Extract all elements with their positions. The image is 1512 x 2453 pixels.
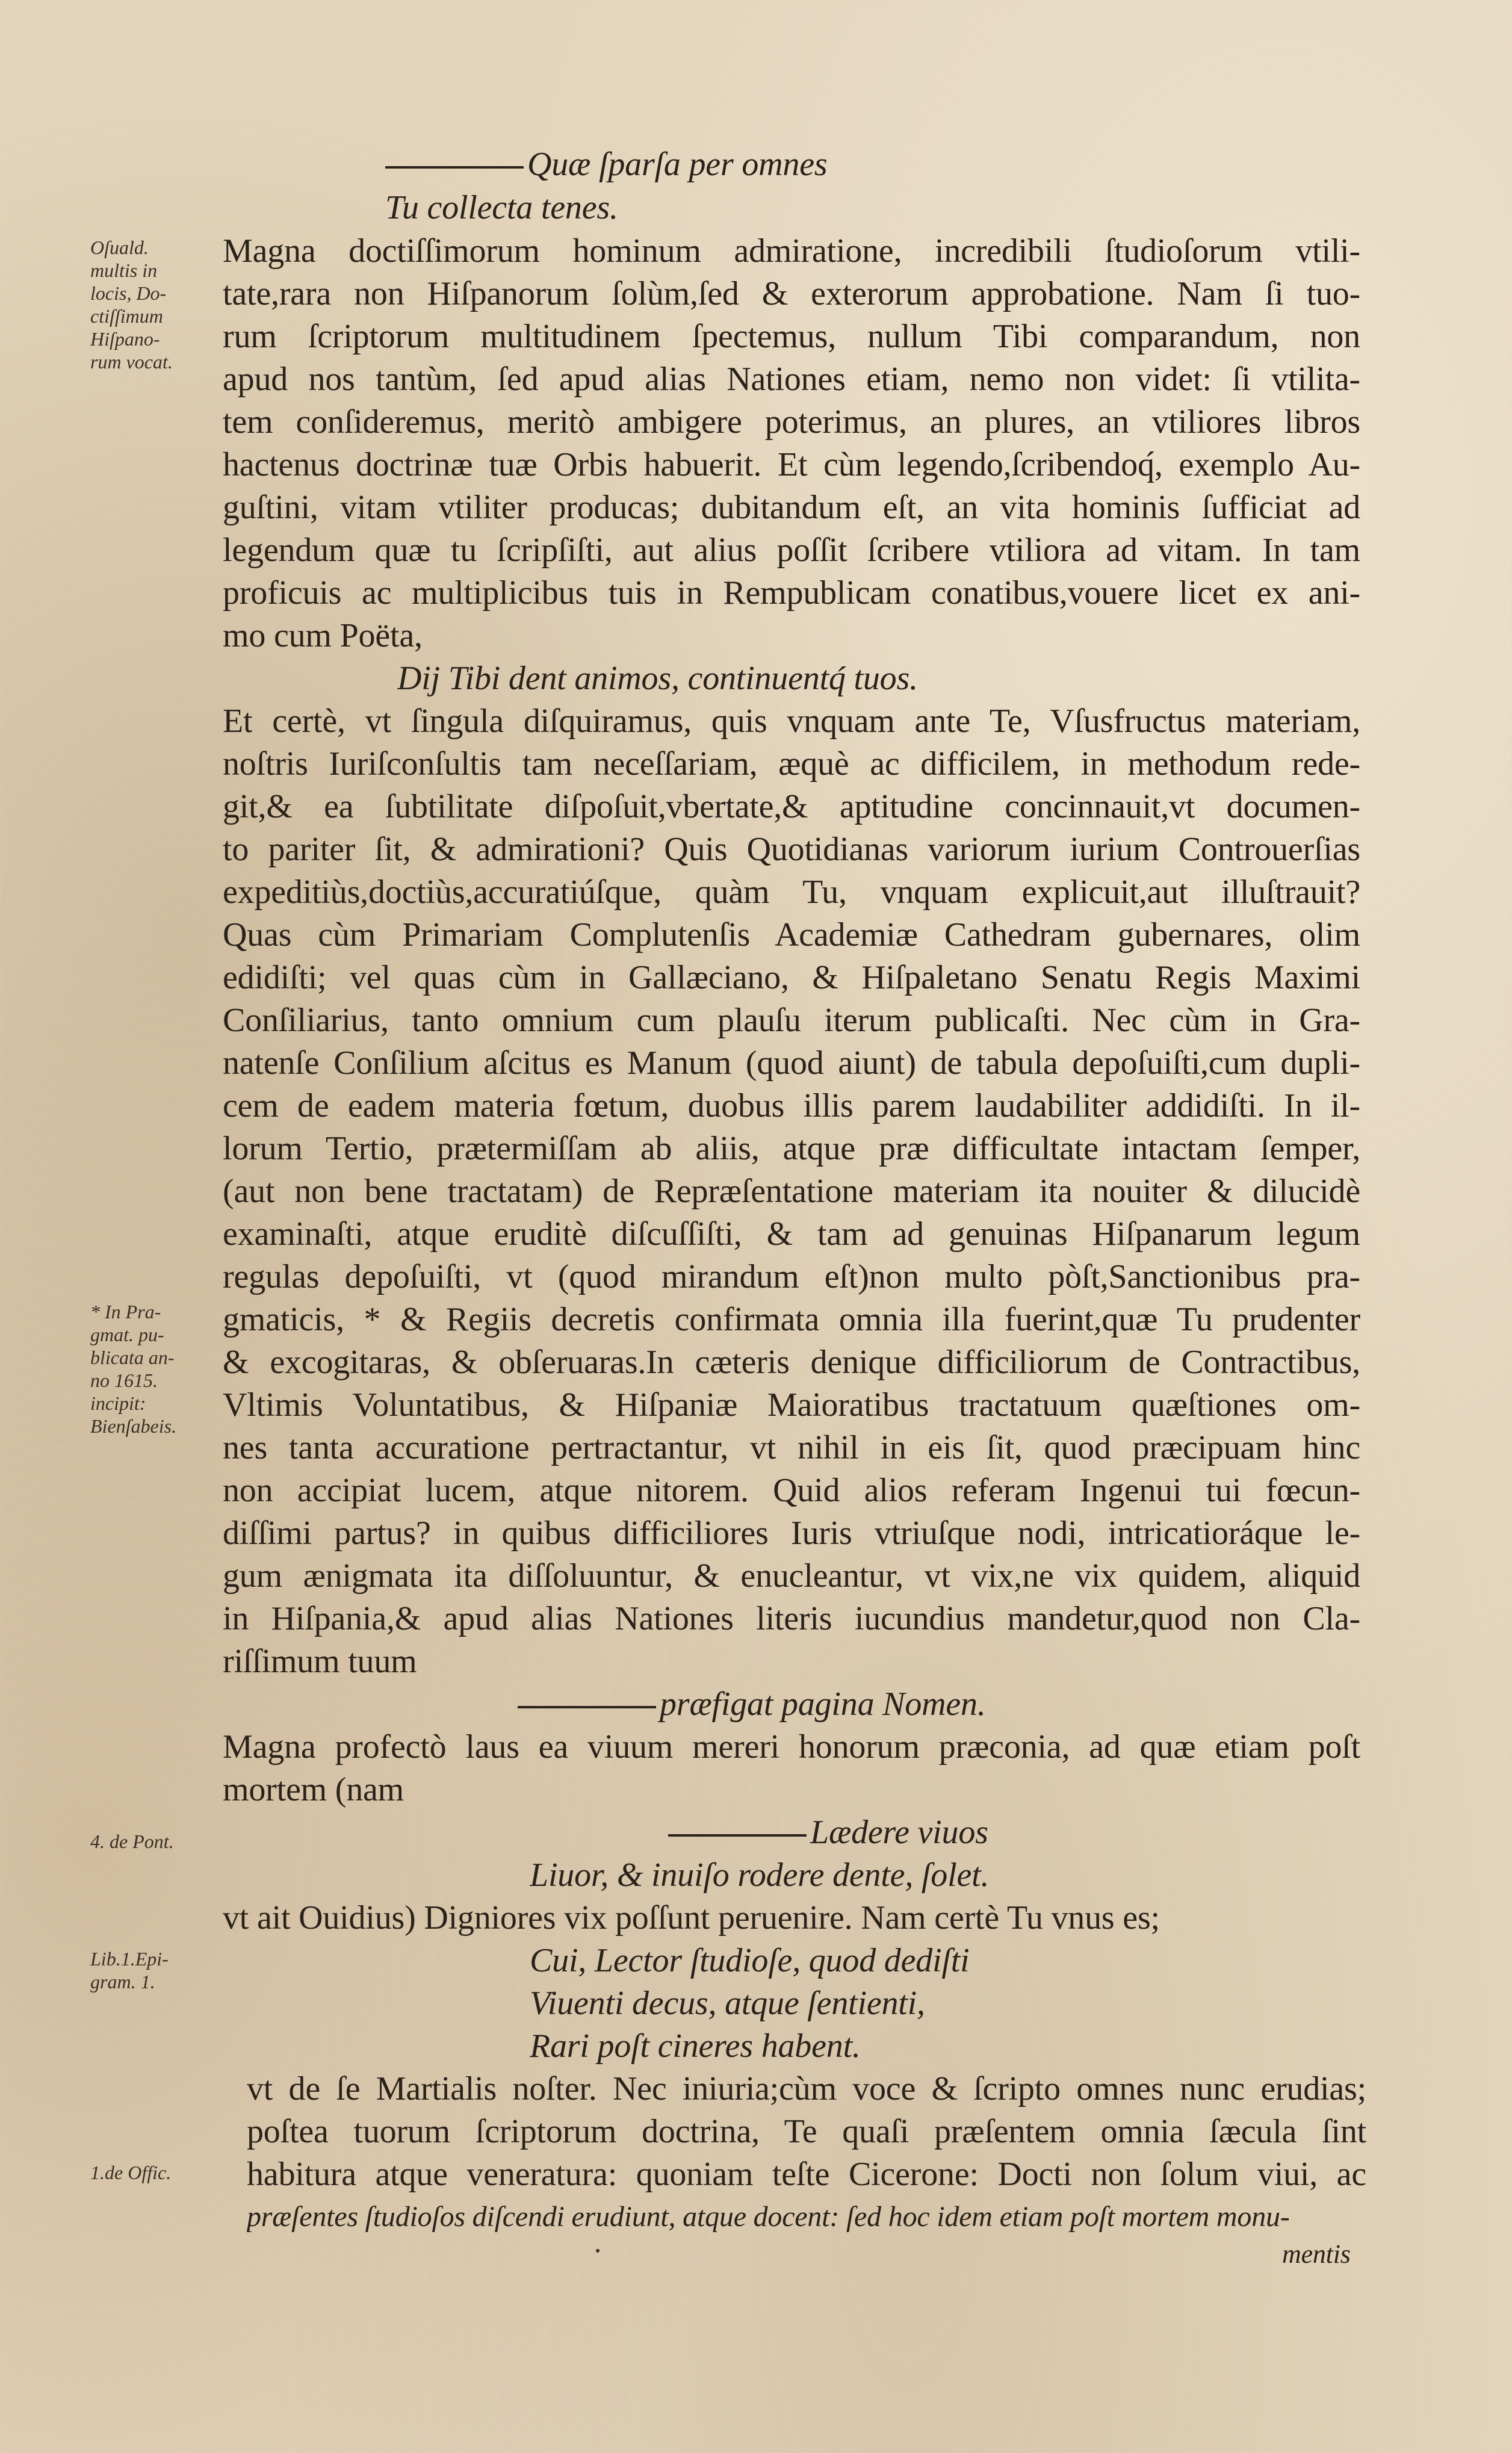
text-line: habitura atque veneratura: quoniam teſte Cicerone: Docti non ſolum viui, ac bbox=[247, 2156, 1366, 2193]
catchword: mentis bbox=[1282, 2239, 1351, 2269]
text-line: diſſimi partus? in quibus difficiliores Iuris vtriuſque nodi, intricatioráque le- bbox=[223, 1515, 1360, 1552]
text-line: gmaticis, * & Regiis decretis confirmata omnia illa fuerint,quæ Tu prudenter bbox=[223, 1301, 1360, 1338]
verse-line: Cui, Lector ſtudioſe, quod dediſti bbox=[530, 1942, 970, 1979]
text-line: Magna doctiſſimorum hominum admiratione, incredibili ſtudioſorum vtili- bbox=[223, 232, 1360, 270]
text-line: riſſimum tuum bbox=[223, 1643, 417, 1680]
verse-line: Viuenti decus, atque ſentienti, bbox=[530, 1985, 925, 2022]
text-line: Vltimis Voluntatibus, & Hiſpaniæ Maioratibus tractatuum quæſtiones om- bbox=[223, 1386, 1360, 1424]
rule-dash bbox=[518, 1706, 656, 1708]
margin-note-osuald: Oſuald. multis in locis, Do- ctiſſimum Hiſpano- rum vocat. bbox=[90, 237, 173, 373]
text-line: examinaſti, atque eruditè diſcuſſiſti, & tam ad genuinas Hiſpanarum legum bbox=[223, 1215, 1360, 1253]
text-line: in Hiſpania,& apud alias Nationes literis iucundius mandetur,quod non Cla- bbox=[223, 1600, 1360, 1637]
text-line: natenſe Conſilium aſcitus es Manum (quod aiunt) de tabula depoſuiſti,cum dupli- bbox=[223, 1044, 1360, 1082]
text-line: cem de eadem materia fœtum, duobus illis parem laudabiliter addidiſti. In il- bbox=[223, 1087, 1360, 1124]
text-line: Quas cùm Primariam Complutenſis Academiæ Cathedram gubernares, olim bbox=[223, 916, 1360, 954]
verse-line: præfigat pagina Nomen. bbox=[518, 1683, 1512, 1725]
text-line: mortem (nam bbox=[223, 1771, 404, 1808]
text-line: git,& ea ſubtilitate diſpoſuit,vbertate,& aptitudine concinnauit,vt documen- bbox=[223, 788, 1360, 825]
text-line: guſtini, vitam vtiliter producas; dubitandum eſt, an vita hominis ſufficiat ad bbox=[223, 489, 1360, 526]
verse-line: Lædere viuos bbox=[668, 1811, 1512, 1853]
text-line: non accipiat lucem, atque nitorem. Quid alios referam Ingenui tui fœcun- bbox=[223, 1472, 1360, 1509]
text-line: & excogitaras, & obſeruaras.In cæteris denique difficiliorum de Contractibus, bbox=[223, 1344, 1360, 1381]
verse-line: Liuor, & inuiſo rodere dente, ſolet. bbox=[530, 1856, 990, 1894]
text-line: regulas depoſuiſti, vt (quod mirandum eſt)non multo pòſt,Sanctionibus pra- bbox=[223, 1258, 1360, 1295]
text-line: Et certè, vt ſingula diſquiramus, quis vnquam ante Te, Vſusfructus materiam, bbox=[223, 702, 1360, 740]
text-line: edidiſti; vel quas cùm in Gallæciano, & Hiſpaletano Senatu Regis Maximi bbox=[223, 959, 1360, 996]
text-line: vt ait Ouidius) Digniores vix poſſunt peruenire. Nam certè Tu vnus es; bbox=[223, 1899, 1160, 1937]
margin-note-pragmatica: * In Pra- gmat. pu- blicata an- no 1615. incipit: Bienſabeis. bbox=[90, 1301, 177, 1437]
text-line: expeditiùs,doctiùs,accuratiúſque, quàm Tu, vnquam explicuit,aut illuſtrauit? bbox=[223, 873, 1360, 911]
text-line: legendum quæ tu ſcripſiſti, aut alius poſſit ſcribere vtiliora ad vitam. In tam bbox=[223, 532, 1360, 569]
ink-dot bbox=[596, 2249, 600, 2253]
margin-note-epigram: Lib.1.Epi- gram. 1. bbox=[90, 1948, 169, 1992]
text-line: rum ſcriptorum multitudinem ſpectemus, nullum Tibi comparandum, non bbox=[223, 318, 1360, 355]
verse-line: Rari poſt cineres habent. bbox=[530, 2027, 861, 2065]
text-line: mo cum Poëta, bbox=[223, 617, 423, 654]
text-line: vt de ſe Martialis noſter. Nec iniuria;cùm voce & ſcripto omnes nunc erudias; bbox=[247, 2070, 1366, 2107]
text-line: noſtris Iuriſconſultis tam neceſſariam, æquè ac difficilem, in methodum rede- bbox=[223, 745, 1360, 783]
margin-note-offic: 1.de Offic. bbox=[90, 2162, 172, 2183]
text-line: tem conſideremus, meritò ambigere poterimus, an plures, an vtiliores libros bbox=[223, 403, 1360, 441]
verse-line: Quæ ſparſa per omnes bbox=[385, 143, 1512, 185]
text-line: proficuis ac multiplicibus tuis in Rempublicam conatibus,vouere licet ex ani- bbox=[223, 574, 1360, 612]
text-line: præſentes ſtudioſos diſcendi erudiunt, atque docent: ſed hoc idem etiam poſt mortem monu- bbox=[247, 2201, 1290, 2233]
rule-dash bbox=[385, 166, 524, 169]
text-line: Conſiliarius, tanto omnium cum plauſu iterum publicaſti. Nec cùm in Gra- bbox=[223, 1002, 1360, 1039]
text-line: tate,rara non Hiſpanorum ſolùm,ſed & exterorum approbatione. Nam ſi tuo- bbox=[223, 275, 1360, 312]
text-line: gum ænigmata ita diſſoluuntur, & enucleantur, vt vix,ne vix quidem, aliquid bbox=[223, 1557, 1360, 1595]
verse-line: Dij Tibi dent animos, continuentq́ tuos. bbox=[397, 660, 918, 697]
text-line: nes tanta accuratione pertractantur, vt nihil in eis ſit, quod præcipuam hinc bbox=[223, 1429, 1360, 1466]
text-line: poſtea tuorum ſcriptorum doctrina, Te quaſi præſentem omnia ſæcula ſint bbox=[247, 2113, 1366, 2150]
text-line: hactenus doctrinæ tuæ Orbis habuerit. Et cùm legendo,ſcribendoq́, exemplo Au- bbox=[223, 446, 1360, 483]
text-line: to pariter ſit, & admirationi? Quis Quotidianas variorum iurium Controuerſias bbox=[223, 831, 1360, 868]
margin-note-pont: 4. de Pont. bbox=[90, 1831, 174, 1852]
verse-line: Tu collecta tenes. bbox=[385, 189, 618, 226]
rule-dash bbox=[668, 1834, 807, 1837]
text-line: Magna profectò laus ea viuum mereri honorum præconia, ad quæ etiam poſt bbox=[223, 1728, 1360, 1766]
text-line: (aut non bene tractatam) de Repræſentatione materiam ita nouiter & dilucidè bbox=[223, 1173, 1360, 1210]
text-line: lorum Tertio, prætermiſſam ab aliis, atque præ difficultate intactam ſemper, bbox=[223, 1130, 1360, 1167]
text-line: apud nos tantùm, ſed apud alias Nationes etiam, nemo non videt: ſi vtilita- bbox=[223, 361, 1360, 398]
